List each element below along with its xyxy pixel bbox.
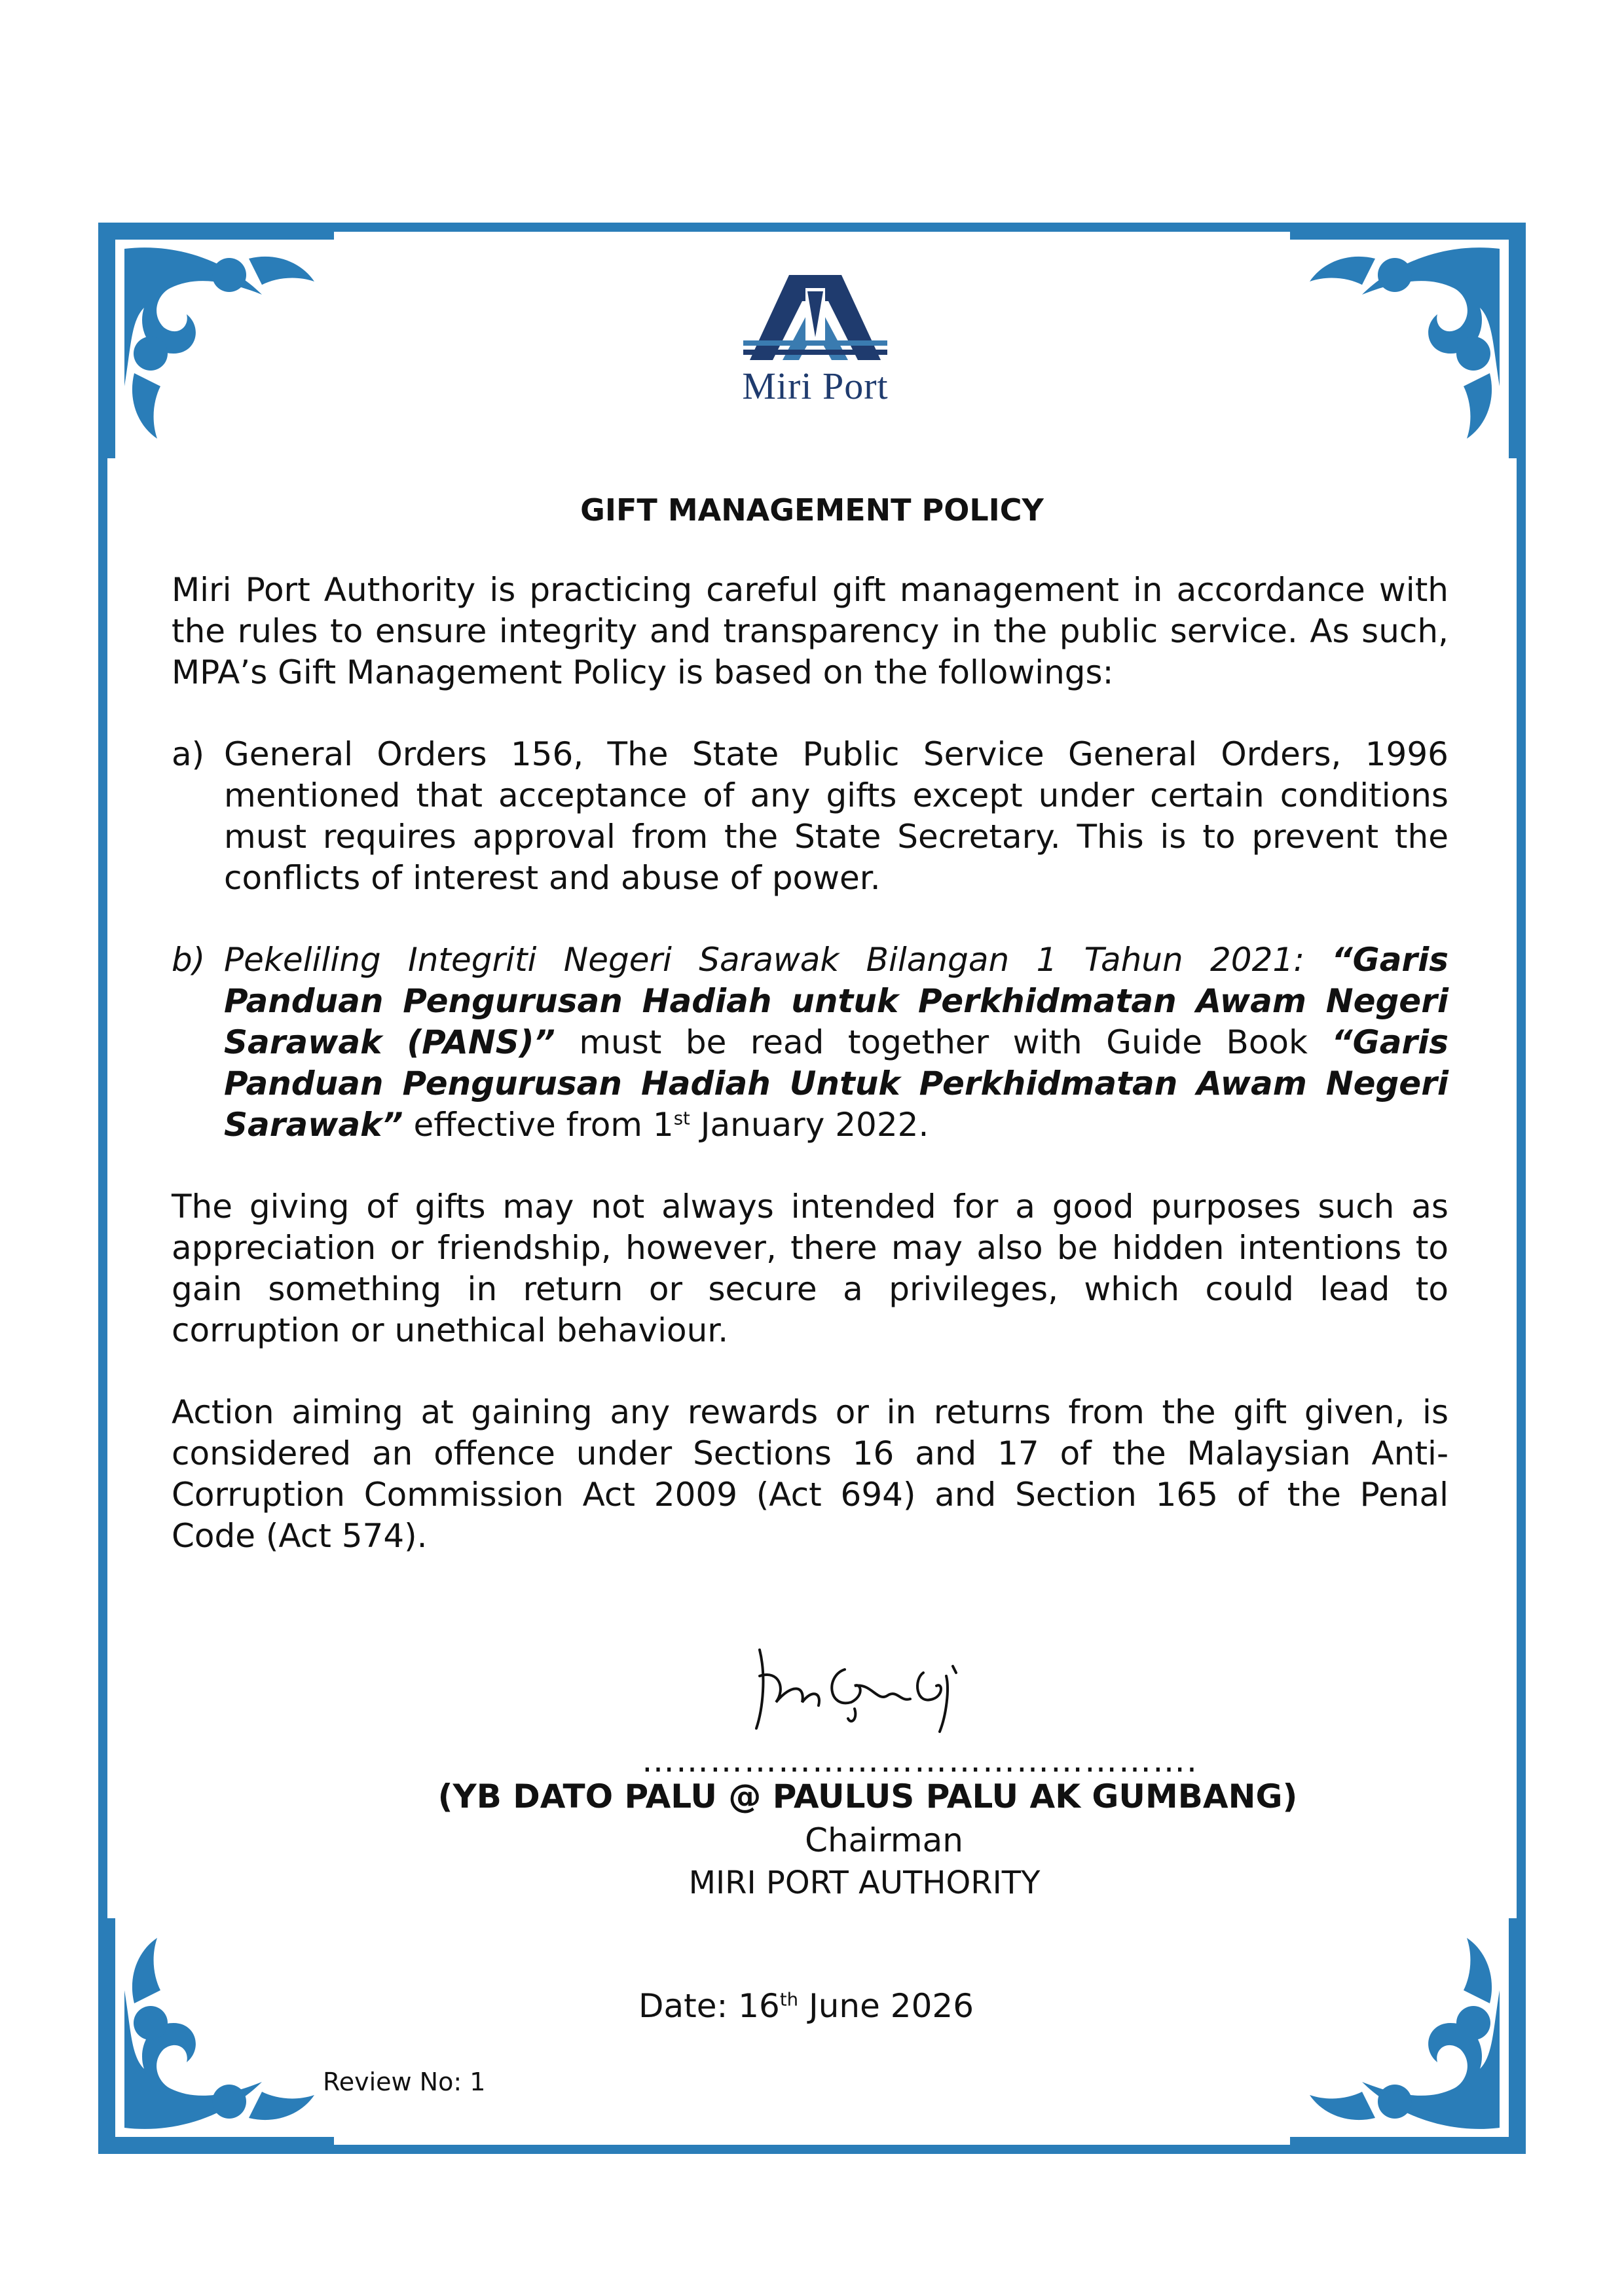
list-item-a-text: General Orders 156, The State Public Service General Orders, 1996 mentioned that acceptance of any gifts except under certain conditions must requires approval from the State Secretary. This is to prevent the conflicts of interest and abuse of power.: [224, 735, 1449, 897]
list-item-a: [172, 734, 1449, 899]
list-item-b: [172, 939, 1449, 1146]
corner-ornament-top-right: [1290, 223, 1526, 458]
circular-reference: Pekeliling Integriti Negeri Sarawak Bilangan 1 Tahun 2021:: [224, 941, 1305, 979]
review-number: Review No: 1: [323, 2068, 486, 2096]
effective-date-text: effective from 1st January 2022.: [413, 1106, 929, 1144]
policy-body: [172, 570, 1449, 1597]
signatory-name: (YB DATO PALU @ PAULUS PALU AK GUMBANG): [437, 1777, 1298, 1815]
logo-wordmark: Miri Port: [742, 365, 889, 407]
page-title: GIFT MANAGEMENT POLICY: [580, 492, 1044, 528]
body-paragraph-3: Action aiming at gaining any rewards or in returns from the gift given, is considered an offence under Sections 16 and 17 of the Malaysian Anti-Corruption Commission Act 2009 (Act 694) and Section 165 of the Penal Code (Act 574).: [172, 1393, 1449, 1555]
list-marker-a: a): [172, 735, 205, 773]
body-paragraph-2: The giving of gifts may not always intended for a good purposes such as appreciation or friendship, however, there may also be hidden intentions to gain something in return or secure a privileges, which could lead to corruption or unethical behaviour.: [172, 1188, 1449, 1349]
guideline-title: “Garis Panduan Pengurusan Hadiah untuk Perkhidmatan Awam Negeri Sarawak (PANS)”: [224, 941, 1449, 1061]
guidebook-title: “Garis Panduan Pengurusan Hadiah Untuk Perkhidmatan Awam Negeri Sarawak”: [224, 1023, 1449, 1144]
guideline-connector: must be read together with Guide Book: [579, 1023, 1308, 1061]
signature-line: ………………………………………….: [642, 1741, 1198, 1779]
miri-port-logo: [733, 262, 897, 408]
document-date: Date: 16th June 2026: [638, 1987, 974, 2025]
corner-ornament-bottom-right: [1290, 1918, 1526, 2154]
miri-port-emblem-icon: [737, 262, 894, 367]
corner-ornament-bottom-left: [98, 1918, 334, 2154]
handwritten-signature: [747, 1637, 995, 1735]
signatory-organization: MIRI PORT AUTHORITY: [688, 1865, 1041, 1901]
intro-paragraph: Miri Port Authority is practicing careful gift management in accordance with the rules to ensure integrity and transparency in the public service. As such, MPA’s Gift Management Policy is based on the followings:: [172, 571, 1449, 691]
list-marker-b: b): [172, 941, 206, 979]
signatory-role: Chairman: [805, 1821, 963, 1859]
corner-ornament-top-left: [98, 223, 334, 458]
